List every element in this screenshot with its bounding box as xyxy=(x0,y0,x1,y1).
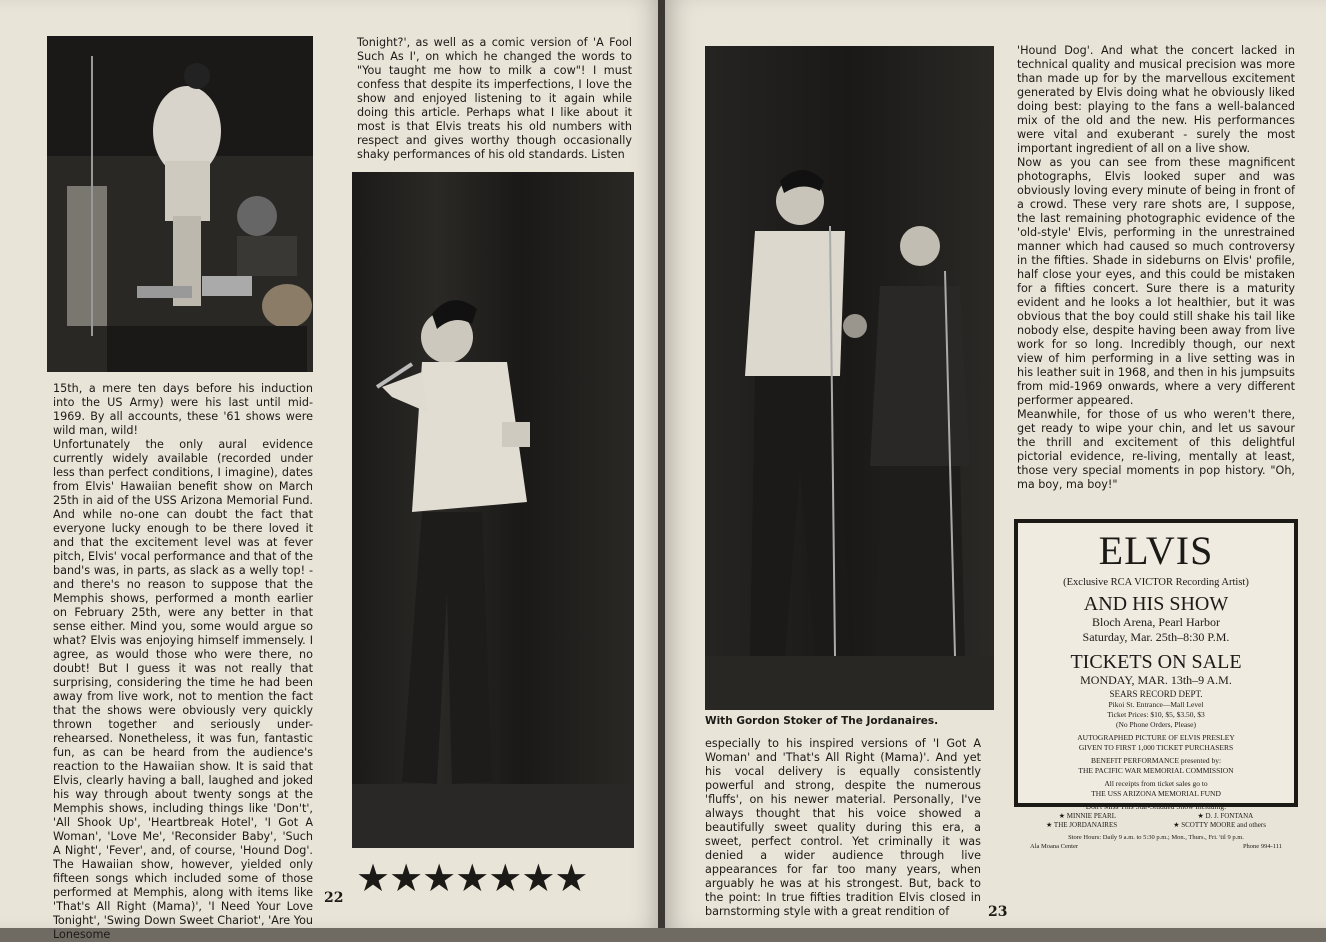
photo-elvis-gordon-stoker xyxy=(705,46,994,710)
photo-caption: With Gordon Stoker of The Jordanaires. xyxy=(705,715,939,727)
star-divider: ★★★★★★★ xyxy=(356,856,588,900)
left-column-2-text: Tonight?', as well as a comic version of 'A Fool Such As I', on which he changed the words to "You taught me how to milk a cow"! I must confess that despite its imperfections, I love the show and enjoyed listening to it again while doing this article. Perhaps what I like about it most is that Elvis treats his old numbers with respect and gives worthy though occasionally shaky performances of his old standards. Listen xyxy=(357,36,632,161)
ad-hours: Store Hours: Daily 9 a.m. to 5:30 p.m.; Mon., Thurs., Fri. 'til 9 p.m. xyxy=(1068,834,1244,841)
page-number-right: 23 xyxy=(988,904,1008,920)
ad-show: AND HIS SHOW xyxy=(1083,593,1229,615)
left-page xyxy=(0,0,661,941)
ad-date: Saturday, Mar. 25th–8:30 P.M. xyxy=(1082,630,1230,644)
right-column-2-text: 'Hound Dog'. And what the concert lacked in technical quality and musical precision was more than made up for by the marvellous excitement generated by Elvis doing what he obviously liked doing best: playing to the fans a well-balanced mix of the old and the new. His performances were vital and exuberant - surely the most important ingredient of all on a live show. Now as you can see from these magnificent photographs, Elvis looked super and was obviously loving every minute of being in front of a crowd. These very rare shots are, I suppose, the last remaining photographic evidence of the 'old-style' Elvis, performing in the unrestrained manner which had caused so much controversy in the fifties. Shade in sideburns on Elvis' profile, half close your eyes, and this could be mistaken for a fifties concert. Sure there is a maturity evident and he looks a lot healthier, but it was obvious that the boy could still shake his tail like nobody else, despite having been away from live work for so long. Incredibly though, our next view of him performing in a live setting was in his leather suit in 1968, and then in his jumpsuits from mid-1969 onwards, where a very different performer appeared. Meanwhile, for those of us who weren't there, get ready to wipe your chin, and let us savour the thrill and excitement of this delightful pictorial evidence, re-living, mentally at least, those very special moments in pop history. "Oh, ma boy, ma boy!" xyxy=(1017,44,1295,491)
ad-title: ELVIS xyxy=(1098,528,1214,573)
ad-autograph-1: AUTOGRAPHED PICTURE OF ELVIS PRESLEY xyxy=(1077,733,1235,742)
concert-advertisement xyxy=(1014,519,1298,850)
left-column-1-text: 15th, a mere ten days before his induction into the US Army) were his last until mid-1969. By all accounts, these '61 shows were wild man, wild! Unfortunately the only aural evidence currently widely available (recorded under less than perfect conditions, I imagine), dates from Elvis' Hawaiian benefit show on March 25th in aid of the USS Arizona Memorial Fund. And while no-one can doubt the fact that everyone lucky enough to be there loved it and that the excitement level was at fever pitch, Elvis' vocal performance and that of the band's was, in parts, as slack as a welly top! - and there's no reason to suppose that the Memphis shows, performed a month earlier on February 25th, were any better in that sense either. Mind you, some would argue so what? Elvis was enjoying himself immensely. I agree, as would those who were there, no doubt! But I guess it was not really that surprising, considering the time he had been away from live work, not to mention the fact that the shows were obviously very quickly thrown together and seriously under-rehearsed. Nonetheless, it was fun, fantastic fun, as can be heard from the audience's reaction to the Hawaiian show. It is said that Elvis, clearly having a ball, laughed and joked his way through about twenty songs at the Memphis shows, including things like 'Don't', 'All Shook Up', 'Heartbreak Hotel', 'I Got A Woman', 'Love Me', 'Reconsider Baby', 'Such A Night', 'Fever', and, of course, 'Hound Dog'. The Hawaiian show, however, yielded only fifteen songs which included some of those performed at Memphis, along with items like 'That's All Right (Mama)', 'I Need Your Love Tonight', 'Swing Down Sweet Chariot', 'Are You Lonesome xyxy=(53,382,313,941)
ad-dont-miss: Don't Miss This Star-Studded Show Including: xyxy=(1085,802,1227,811)
ad-dept: SEARS RECORD DEPT. xyxy=(1109,689,1203,699)
ad-prices: Ticket Prices: $10, $5, $3.50, $3 xyxy=(1107,710,1205,719)
ad-act-3: ★ THE JORDANAIRES xyxy=(1046,821,1118,829)
page-number-left: 22 xyxy=(324,890,344,906)
ad-phone: Phone 994-111 xyxy=(1242,843,1282,850)
ad-receipts: All receipts from ticket sales go to xyxy=(1104,779,1208,788)
ad-venue: Bloch Arena, Pearl Harbor xyxy=(1092,615,1220,629)
ad-fund: THE USS ARIZONA MEMORIAL FUND xyxy=(1091,789,1221,798)
ad-acts-row-1 xyxy=(1018,812,1294,821)
ad-commission: THE PACIFIC WAR MEMORIAL COMMISSION xyxy=(1078,766,1234,775)
right-column-1-text: especially to his inspired versions of 'I Got A Woman' and 'That's All Right (Mama)'. And yet his vocal delivery is equally consistently powerful and strong, despite the numerous 'fluffs', on his newer material. Personally, I've always thought that his voice showed a beautifully sweet quality during this era, a sweet, perfect control. Yet criminally it was denied a wider audience through live appearances for far too many years, when arguably he was at his strongest. But, back to the point: In true fifties tradition Elvis closed in barnstorming style with a great rendition of xyxy=(705,737,981,918)
ad-no-phone: (No Phone Orders, Please) xyxy=(1116,720,1196,729)
ad-act-1: ★ MINNIE PEARL xyxy=(1058,812,1116,820)
ad-sale-date: MONDAY, MAR. 13th–9 A.M. xyxy=(1080,673,1232,687)
ad-subtitle: (Exclusive RCA VICTOR Recording Artist) xyxy=(1063,577,1249,588)
ad-autograph-2: GIVEN TO FIRST 1,000 TICKET PURCHASERS xyxy=(1078,743,1234,752)
ad-tickets: TICKETS ON SALE xyxy=(1070,651,1242,673)
photo-elvis-white-jacket xyxy=(352,172,634,848)
ad-entrance: Pikoi St. Entrance—Mall Level xyxy=(1108,700,1204,709)
ad-benefit: BENEFIT PERFORMANCE presented by: xyxy=(1090,756,1222,765)
photo-elvis-jumping xyxy=(47,36,313,372)
ad-act-2: ★ D. J. FONTANA xyxy=(1197,812,1254,820)
ad-act-4: ★ SCOTTY MOORE and others xyxy=(1173,821,1266,829)
ad-acts-row-2 xyxy=(1018,821,1294,830)
ad-location: Ala Moana Center xyxy=(1030,843,1079,850)
ad-footer xyxy=(1018,843,1294,851)
